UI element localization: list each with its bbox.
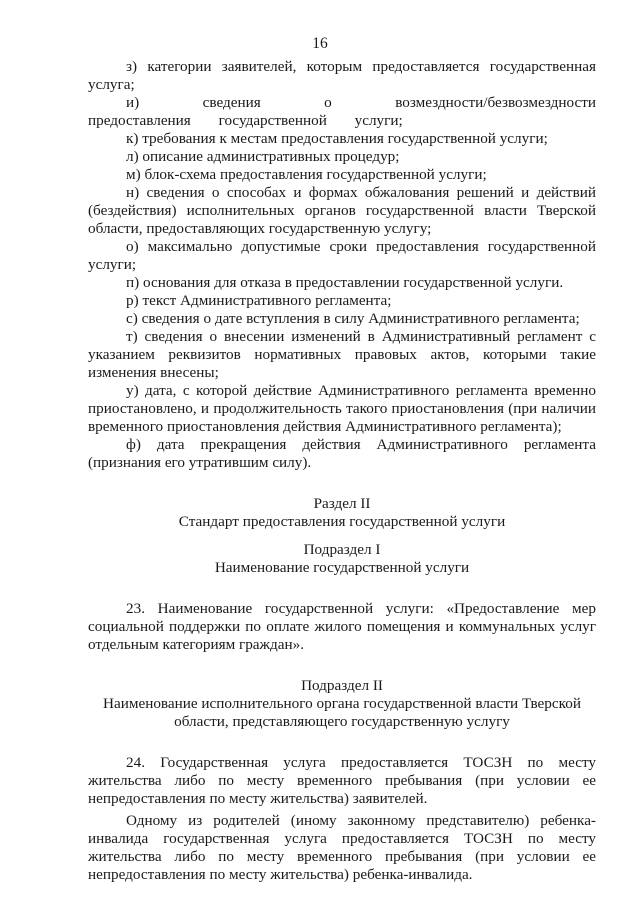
- subsection-1-title: Подраздел I: [303, 541, 381, 558]
- list-item-i: и) сведения о возмездности/безвозмездности предоставления государственной услуги;: [88, 94, 596, 129]
- list-item-r: р) текст Административного регламента;: [126, 292, 392, 309]
- list-item-u: у) дата, с которой действие Административного регламента временно приостановлено, и продолжительность такого приостановления (при наличии временного приостановления действия Административного регламента);: [88, 382, 596, 435]
- document-body: [88, 58, 596, 884]
- paragraph-23: 23. Наименование государственной услуги: «Предоставление мер социальной поддержки по оплате жилого помещения и коммунальных услуг отдельным категориям граждан».: [88, 600, 596, 653]
- spacer: [88, 472, 596, 495]
- list-item-k: к) требования к местам предоставления государственной услуги;: [126, 130, 548, 147]
- list-item-s: с) сведения о дате вступления в силу Административного регламента;: [126, 310, 580, 327]
- section-title: Раздел II: [313, 495, 371, 512]
- list-item-p: п) основания для отказа в предоставлении государственной услуги.: [126, 274, 564, 291]
- list-item-o: о) максимально допустимые сроки предоставления государственной услуги;: [88, 238, 596, 273]
- spacer: [88, 654, 596, 677]
- list-item-t: т) сведения о внесении изменений в Административный регламент с указанием реквизитов нормативных правовых актов, которыми такие изменения внесены;: [88, 328, 596, 381]
- list-item-z: з) категории заявителей, которым предоставляется государственная услуга;: [88, 58, 596, 93]
- spacer: [88, 731, 596, 754]
- list-item-n: н) сведения о способах и формах обжалования решений и действий (бездействия) исполнительных органов государственной власти Тверской области, предоставляющих государственную услугу;: [88, 184, 596, 237]
- page-number: 16: [312, 35, 328, 52]
- paragraph-24-continued: Одному из родителей (иному законному представителю) ребенка-инвалида государственная услуга предоставляется ТОСЗН по месту жительства либо по месту временного пребывания (при условии ее непредоставления по месту жительства) ребенка-инвалида.: [88, 812, 596, 883]
- list-item-m: м) блок-схема предоставления государственной услуги;: [126, 166, 487, 183]
- spacer: [88, 531, 596, 541]
- subsection-1-subtitle: Наименование государственной услуги: [214, 559, 470, 576]
- list-item-f: ф) дата прекращения действия Административного регламента (признания его утратившим силу).: [88, 436, 596, 471]
- subsection-2-subtitle-line-1: Наименование исполнительного органа государственной власти Тверской: [103, 695, 581, 712]
- subsection-2-title: Подраздел II: [301, 677, 383, 694]
- spacer: [88, 577, 596, 600]
- subsection-2-subtitle-line-2: области, представляющего государственную услугу: [174, 713, 510, 730]
- list-item-l: л) описание административных процедур;: [126, 148, 400, 165]
- section-subtitle: Стандарт предоставления государственной услуги: [178, 513, 506, 530]
- paragraph-24: 24. Государственная услуга предоставляется ТОСЗН по месту жительства либо по месту временного пребывания (при условии ее непредоставления по месту жительства) заявителей.: [88, 754, 596, 807]
